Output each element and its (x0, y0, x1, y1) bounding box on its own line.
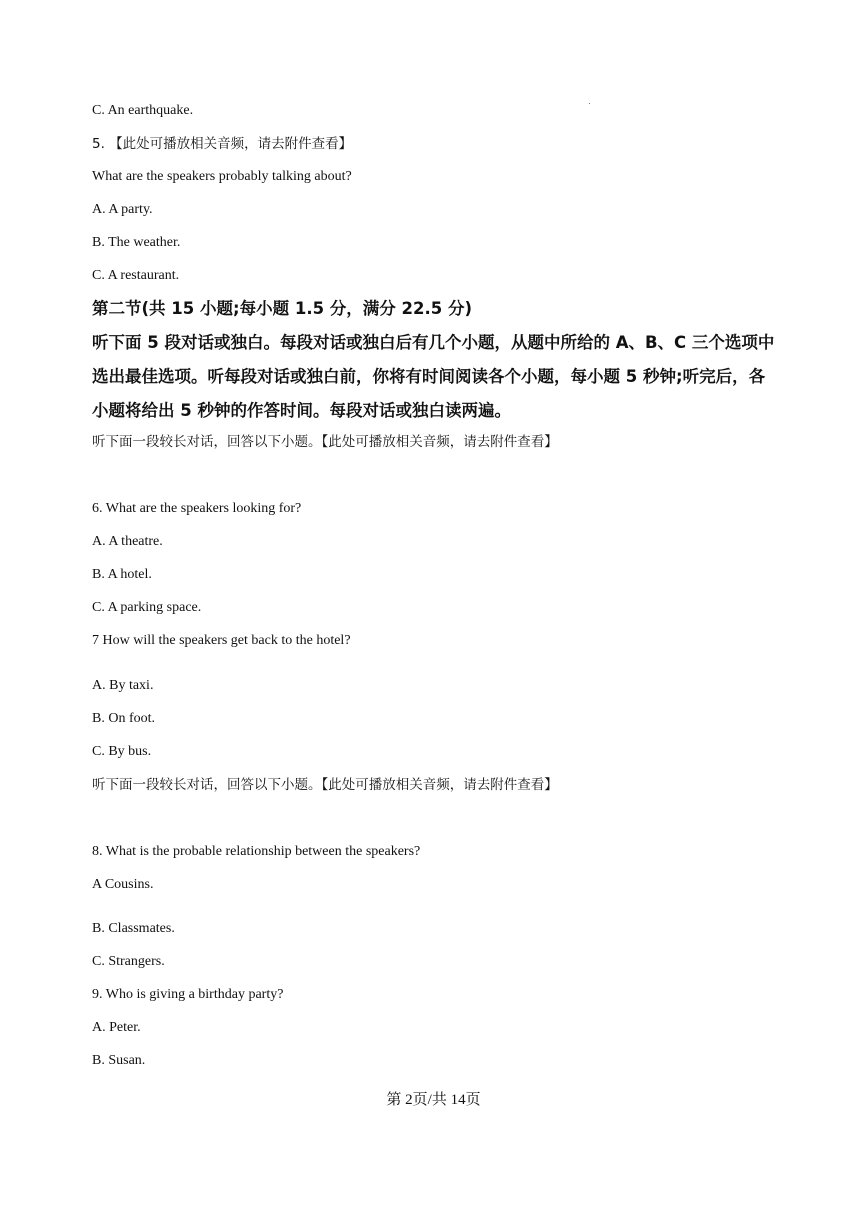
question-5-text: What are the speakers probably talking about? (92, 169, 352, 184)
q8-option-a: A Cousins. (92, 877, 154, 892)
question-7-text: 7 How will the speakers get back to the hotel? (92, 633, 351, 648)
q5-option-b: B. The weather. (92, 235, 181, 250)
q9-option-a: A. Peter. (92, 1020, 141, 1035)
q8-option-b: B. Classmates. (92, 921, 175, 936)
question-8-text: 8. What is the probable relationship between the speakers? (92, 844, 421, 859)
q7-option-a: A. By taxi. (92, 678, 154, 693)
q5-option-a: A. A party. (92, 202, 153, 217)
section-2-instructions-line-2: 选出最佳选项。听每段对话或独白前，你将有时间阅读各个小题，每小题 5 秒钟;听完后，各 (92, 367, 766, 386)
scan-speck (589, 103, 590, 104)
dialogue-2-audio-note: 听下面一段较长对话，回答以下小题。【此处可播放相关音频，请去附件查看】 (92, 777, 558, 793)
q9-option-b: B. Susan. (92, 1053, 146, 1068)
section-2-instructions-line-1: 听下面 5 段对话或独白。每段对话或独白后有几个小题，从题中所给的 A、B、C 三个选项中 (92, 333, 775, 352)
q7-option-c: C. By bus. (92, 744, 152, 759)
q6-option-c: C. A parking space. (92, 600, 202, 615)
question-6-text: 6. What are the speakers looking for? (92, 501, 302, 516)
q6-option-a: A. A theatre. (92, 534, 163, 549)
q7-option-b: B. On foot. (92, 711, 155, 726)
question-5-audio-note: 5. 【此处可播放相关音频，请去附件查看】 (92, 136, 353, 152)
option-c-earthquake: C. An earthquake. (92, 103, 194, 118)
dialogue-1-audio-note: 听下面一段较长对话，回答以下小题。【此处可播放相关音频，请去附件查看】 (92, 434, 558, 450)
q8-option-c: C. Strangers. (92, 954, 165, 969)
page-footer: 第 2页/共 14页 (386, 1092, 481, 1108)
q6-option-b: B. A hotel. (92, 567, 152, 582)
section-2-instructions-line-3: 小题将给出 5 秒钟的作答时间。每段对话或独白读两遍。 (92, 401, 511, 420)
q5-option-c: C. A restaurant. (92, 268, 180, 283)
section-2-title: 第二节(共 15 小题;每小题 1.5 分，满分 22.5 分) (92, 299, 473, 318)
question-9-text: 9. Who is giving a birthday party? (92, 987, 284, 1002)
